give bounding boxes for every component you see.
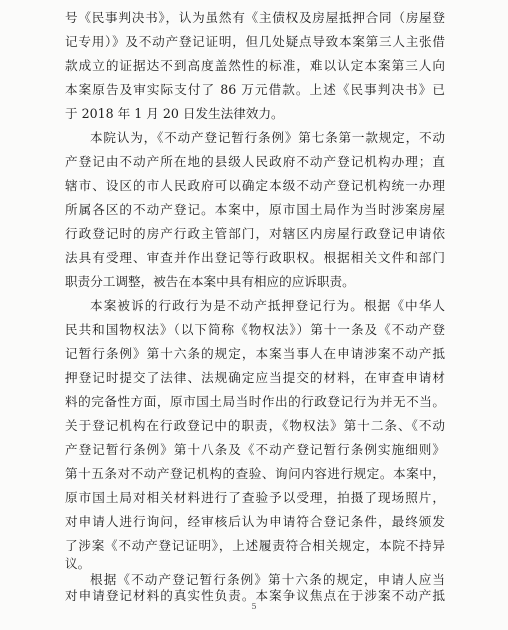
paragraph-first-line: 本院认为，《不动产登记暂行条例》第七条第一款规定，不动 (90, 130, 445, 145)
text-line: 押登记时提交了法律、法规确定应当提交的材料，在审查申请材 (65, 370, 445, 385)
page-number: 5 (251, 602, 257, 611)
text-line: 号《民事判决书》，认为虽然有《主债权及房屋抵押合同（房屋登 (65, 10, 445, 25)
text-line: 款成立的证据达不到高度盖然性的标准，难以认定本案第三人向 (65, 58, 445, 73)
text-line: 记暂行条例》第十六条的规定，本案当事人在申请涉案不动产抵 (65, 346, 445, 361)
text-line: 对申请人进行询问，经审核后认为申请符合登记条件，最终颁发 (65, 514, 445, 529)
text-line: 法具有受理、审查并作出登记等行政职权。根据相关文件和部门 (65, 250, 445, 265)
text-line: 产登记由不动产所在地的县级人民政府不动产登记机构办理；直 (65, 154, 445, 169)
text-line: 议。 (65, 556, 91, 571)
text-line: 辖市、设区的市人民政府可以确定本级不动产登记机构统一办理 (65, 178, 445, 193)
text-line: 关于登记机构在行政登记中的职责，《物权法》第十二条、《不动 (65, 418, 445, 433)
text-line: 民共和国物权法》（以下简称《物权法》）第十一条及《不动产登 (65, 322, 445, 337)
paragraph-first-line: 根据《不动产登记暂行条例》第十六条的规定，申请人应当 (90, 572, 445, 587)
text-line: 对申请登记材料的真实性负责。本案争议焦点在于涉案不动产抵 (65, 588, 445, 603)
text-line: 行政登记时的房产行政主管部门，对辖区内房屋行政登记申请依 (65, 226, 445, 241)
text-line: 职责分工调整，被告在本案中具有相应的应诉职责。 (65, 274, 355, 289)
text-line: 所属各区的不动产登记。本案中，原市国土局作为当时涉案房屋 (65, 202, 445, 217)
paragraph-first-line: 本案被诉的行政行为是不动产抵押登记行为。根据《中华人 (90, 298, 445, 313)
text-line: 料的完备性方面，原市国土局当时作出的行政登记行为并无不当。 (65, 394, 445, 409)
text-line: 记专用）》及不动产登记证明，但几处疑点导致本案第三人主张借 (65, 34, 445, 49)
text-line: 产登记暂行条例》第十八条及《不动产登记暂行条例实施细则》 (65, 442, 445, 457)
text-line: 原市国土局对相关材料进行了查验予以受理，拍摄了现场照片， (65, 490, 445, 505)
text-line: 于 2018 年 1 月 20 日发生法律效力。 (65, 106, 284, 121)
text-line: 本案原告及审实际支付了 86 万元借款。上述《民事判决书》已 (65, 82, 445, 97)
text-line: 第十五条对不动产登记机构的查验、询问内容进行规定。本案中， (65, 466, 445, 481)
text-line: 了涉案《不动产登记证明》，上述履责符合相关规定，本院不持异 (65, 538, 445, 553)
